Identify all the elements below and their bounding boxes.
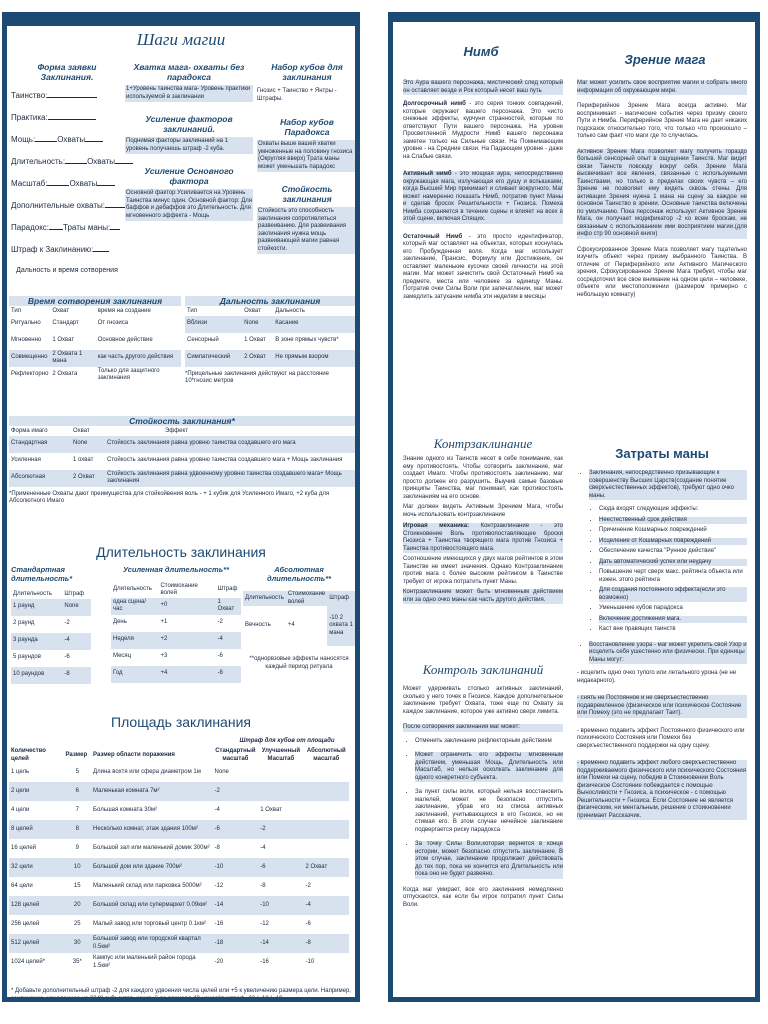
cell: -6 — [64, 654, 70, 661]
nimb-long-text: - это серия тонких совпадений, которые окружают вашего персонажа. Это чисто снежные эффекты, курчуни странностей, которые по ответствуют Пути вашего персонажа. На уровне Просветленной Мудрости Нимб вашего персонажа заметен только на Сильные связи. На Помнимающим уровне - на Средние связи. На Падающем уровне - даже на Слабые связи. — [403, 101, 563, 160]
counter-p5: Контрзаклинание может быть мгновенным действием или за одно очко маны как часть другого действия. — [403, 589, 563, 603]
control-title: Контроль заклинаний — [422, 662, 544, 677]
nimb-active-text: - это мощкая аура, непосредственно окружающая мага, излучающая его душу и вспышками, когда Высший Мир прикимает и сливает вокругного. Маг может намеренно показать Нимб, потратив пункт Маны и сделав бросок Решительности + Гнозиса. Помеха Нимба сохраняется в течение сцены и влияет на всех в этой сцене, включая Спящих. — [403, 171, 563, 222]
cell: -6 — [217, 653, 223, 660]
col-header: Стандартный масштаб — [215, 748, 256, 762]
cell: Ритуально — [11, 320, 41, 327]
cell — [258, 782, 303, 801]
form-field — [11, 179, 123, 189]
counter-p3: Контрзаклинание - это Стоикновение Воль противопоставляющее броски Гнозиса + Таинства творящего мага против Гнозиса + Таинства противостоящего мага. — [403, 523, 563, 552]
cell: 128 целей — [9, 896, 64, 915]
list-item: • Причинение Кошмарных повреждений — [599, 527, 747, 535]
cell: Рефлекторно — [11, 371, 49, 378]
list-item: • Дать автоматический успех или неудачу — [599, 559, 747, 567]
abs-duration-heading: Абсолютная длительность** — [266, 565, 332, 583]
cell: +3 — [160, 653, 168, 660]
nimb-title: Нимб — [463, 44, 499, 59]
pattern-item: - временно подавить эффект Постоянного физического или психического Состояния или Помехи без сверхъестественного поддержки на одну сцену. — [577, 727, 745, 749]
range-heading: Дальность заклинания — [185, 296, 355, 306]
cell: -10 2 охвата 1 мана — [327, 606, 355, 646]
form-blank[interactable] — [48, 119, 96, 120]
cell — [304, 782, 349, 801]
cell: 4 цели — [11, 806, 30, 813]
area-note: * Добавьте дополнительный штраф -2 для каждого удвоения числа целей или +5 к увеличению размера цели. Например, заклинание, нацеленное на 2048 субъектов, каждый до размера 40 нанесёт штраф -22 / -18 / -10. — [11, 988, 351, 1002]
cell: Абсолютная — [9, 470, 71, 487]
counter-game-label: Игровая механика: — [403, 523, 470, 529]
form-heading: Форма заявки Заклинания. — [37, 62, 97, 82]
adv-duration — [111, 566, 241, 683]
cell: -2 — [217, 619, 223, 626]
cell: None — [71, 436, 105, 453]
form-field — [11, 245, 123, 255]
left-page — [2, 12, 360, 1002]
cell: 64 цели — [11, 882, 33, 889]
list-item: • Сюда входят следующие эффекты: — [599, 506, 747, 514]
counter-p1: Знание одного из Таинств несет в себе понимание, как ему противостоять. Чтобы сотворить заклинание, маг создает Имаго. Чтобы противостоять заклинанию, маг просто должен его разрушить. Выучив самые базовые принципы Таинства, маг понимает, как противостоять заклинаниям на его основе. — [403, 456, 563, 500]
cell: Основное действие — [97, 337, 153, 344]
cell: Стандартная — [9, 436, 71, 453]
col-header: Форма имаго — [11, 428, 48, 434]
cell: 35* — [72, 958, 82, 965]
col-header: Охват — [73, 428, 90, 434]
control-p1: Может удерживать столько активных заклинаний, сколько у него точек в Гнозисе. Каждое дополнительное заклинание требует Охвата, тоже еще по Охвату за каждое заклинание, которое уже активно сверх лимита. — [403, 686, 563, 715]
sight-title: Зрение мага — [624, 52, 706, 67]
table-row — [9, 915, 349, 934]
cell: как часть другого действия — [96, 350, 181, 367]
cell: 9 — [75, 844, 79, 851]
cell: Месяц — [113, 653, 132, 660]
form-footer: Дальность и время сотворения — [16, 267, 118, 274]
cell: 2 Охвата — [52, 371, 78, 378]
cell: -18 — [213, 934, 259, 953]
form-field — [11, 201, 123, 211]
cell: -2 — [258, 820, 303, 839]
cell: -4 — [62, 633, 91, 650]
col-header: Количество целей — [11, 748, 46, 762]
area-subheading: Штраф для кубов от площади — [239, 738, 335, 744]
cell: 1 раунд — [11, 599, 62, 616]
dice-text: Гнозис + Таинство + Янтры - Штрафы. — [257, 88, 337, 102]
table-row — [9, 877, 349, 896]
cell: -8 — [216, 666, 241, 683]
abs-duration-note: **однорвзовые эффекты наносятся каждый период ритуала — [249, 656, 349, 670]
cell: Маленький склад или парковка 5000м² — [93, 882, 202, 889]
cell: 2 Охват — [71, 470, 105, 487]
nimb-active-label: Активный нимб — [403, 171, 452, 177]
control-list — [403, 738, 563, 879]
cell: 5 раундов — [13, 654, 41, 661]
cell: Большая комната 30м² — [93, 806, 158, 813]
cell: 1 Охват — [244, 337, 266, 344]
cell: Год — [111, 666, 158, 683]
mana-text — [577, 470, 747, 830]
resist-text: Стойкость это способность заклинания сопротивляться развеиванию. Для развеивания заклинания нужна мощь развеивающей магии равная стойкости. — [257, 207, 357, 254]
cell: Сенсорный — [187, 337, 219, 344]
form-field-label: Дополнительные охваты: — [11, 201, 105, 210]
cell: Симпатический — [185, 350, 242, 367]
pattern-item: - временно подавить эффект любого сверхъестественно поддерживаемого физического или психического Состояния или Помехи на сцену, победив в Стоикновении Воль физическое Состояние побеждается с помощью Выносливости + Гнозиса, а психическое - с помощью Решительности + Гнозиса. Если Состояние не является физическим, ни ментальным, решение о стоикновении принимает Рассказчик. — [577, 760, 746, 819]
cell: Вечность — [245, 622, 271, 629]
cell: 15 — [73, 882, 81, 889]
cell: +1 — [160, 619, 168, 626]
form-field-label: Практика: — [11, 113, 48, 122]
sight-p2: Периферийное Зрение Мага всегда активно. Маг воспринимает - магические события через призму своего Пути и Нимба. Периферийное Зрение Мага не дает никаких подсказок относительно того, что только что произошло – только сам факт что маги где то случилась. — [577, 103, 747, 139]
boost-heading: Усиление факторов заклинаний. — [145, 114, 233, 134]
abs-duration — [243, 566, 355, 671]
area-heading: Площадь заклинания — [111, 714, 251, 730]
counter-text — [403, 456, 563, 604]
col-header: Охват — [52, 308, 70, 314]
cell: 10 раундов — [11, 667, 62, 684]
col-header: Абсолютный масштаб — [306, 748, 346, 762]
cell: Несколько комнат, этаж здания 100м² — [91, 820, 212, 839]
cell: От гнозиса — [97, 320, 129, 327]
cell: None — [214, 768, 229, 775]
col-header: Тип — [187, 308, 198, 314]
cell: -4 — [304, 896, 349, 915]
cell: Длина вохтя или сфера диаметром 1м — [93, 768, 201, 775]
area-table — [9, 748, 349, 972]
table-row — [9, 896, 349, 915]
col-header: Длительность — [113, 586, 152, 593]
cell: -16 — [214, 920, 224, 927]
form-paired-label: Охваты — [57, 135, 86, 144]
form-blank[interactable] — [97, 185, 115, 186]
cell: -8 — [260, 882, 266, 889]
mana-pattern: • Восстановление узора - маг может укрепить свой Узор и исцелить себя ушестенно или физически. При единицы Маны могут: — [589, 642, 747, 665]
cell: 2 раунд — [13, 620, 35, 627]
paradox-text: Охваты выше вашей хватки умноженные на половину гнозиса (Округляя вверх) Трата маны может уменьшать парадокс — [257, 140, 357, 172]
cell: Вблизи — [185, 316, 242, 333]
list-item: • Каст вне правящих таинств — [599, 626, 747, 634]
form-field-label: Мощь: — [11, 135, 36, 144]
cell: +0 — [158, 598, 215, 615]
cell: 3 раунда — [11, 633, 62, 650]
col-header: Штраф — [327, 591, 355, 606]
sight-text — [577, 80, 747, 299]
cell: 1024 целей* — [11, 958, 46, 965]
table-row — [9, 801, 349, 820]
list-item: • За пункт силы воли, который нельзя восстановить малелей, может не безопасно отпустить заклинание, убрав его из списка активных заклинаний, учитывающихся в его Гнозисе, но не стимая его. В этом случае нечейное заклинание подвергается риску парадокса — [415, 789, 563, 834]
page-title: Шаги магии — [136, 30, 226, 49]
sight-p1: Маг может усилить свое восприятие магии и собрать много информации об окружающем мире. — [577, 80, 747, 94]
cell — [258, 763, 303, 782]
sight-p3: Активное Зрение Мага позволяет магу получить гораздо большей сенсорный опыт в ощущении Таинств. Маг видит связи Таинств повсюду вокруг себя. Зрение Мага высвечивает все явления, связанные с используемыми Таинствами, но только в пределах своих чувств – его Зрение не позволяет ему видеть сквозь стены. Для активации Зрения нужна 1 мана на сцену за каждое не основное Таинство в зрении. Основные таинства включены по умолчанию. Пока персонаж использует Активное Зрение Мага, он получает модификатор -2 ко всем броскам, не связанным с использованием ими восприятием магии.(для инфо стр 90 основной книги) — [577, 148, 747, 237]
form-blank[interactable] — [93, 251, 109, 252]
form-paradox-extra: Траты маны: — [63, 223, 111, 232]
col-header: Длительность — [13, 591, 52, 597]
form-blank[interactable] — [110, 229, 120, 230]
cell: Не прямым взором — [273, 350, 355, 367]
nimb-long-label: Долгосрочный нимб — [403, 101, 466, 107]
range-block — [185, 296, 355, 386]
cell: 1 Охват — [216, 598, 241, 615]
col-header: Размер — [65, 751, 88, 758]
form-field — [11, 113, 123, 123]
range-table — [185, 308, 355, 367]
form-blank[interactable] — [105, 207, 125, 208]
abs-duration-table — [243, 591, 355, 646]
list-item: • Исцеление от Кошмарных повреждений — [599, 538, 747, 546]
cell: -14 — [213, 896, 259, 915]
cell: 5 — [75, 768, 79, 775]
cell: 1 охват — [73, 457, 94, 464]
list-item: • Включение достижения мага. — [599, 616, 747, 624]
form-blank[interactable] — [85, 141, 103, 142]
paradox-heading: Набор кубов Парадокса — [280, 117, 334, 137]
counter-p2: Маг должен видеть Активным Зрением Мага, чтобы мочь использовать контрзаклинание — [403, 504, 563, 518]
resist-table — [9, 428, 355, 487]
col-header: Охват — [244, 308, 261, 314]
cell: 1 Охват — [52, 337, 75, 344]
col-header: Длительность — [243, 591, 286, 606]
mana-intro: • Заклинания, непосредственно призывающие к совершенству Высших Царств(создание понятие сверхъестественных эффектов), требуют одно очко маны. — [589, 470, 747, 500]
col-header: Штраф — [217, 586, 238, 593]
control-p2: Когда маг умирает, все его заклинания немедленно отпускаются, как если бы игрок потратил пункт Силы Воли. — [403, 886, 563, 908]
col-header: время на создание — [97, 308, 151, 314]
cell: -2 — [305, 882, 311, 889]
dice-heading: Набор кубов для заклинания — [271, 62, 343, 82]
adv-duration-table — [111, 583, 241, 683]
cell: -8 — [62, 667, 91, 684]
dice-block — [257, 62, 357, 254]
cell: 2 Охват — [304, 858, 349, 877]
table-row — [9, 782, 349, 801]
cell: +4 — [287, 622, 295, 629]
cell: 6 — [64, 782, 92, 801]
cell: -12 — [260, 920, 269, 927]
cell: 10 — [64, 858, 92, 877]
table-row — [9, 953, 349, 972]
list-item: • Повышение черт сверх макс. рейтинга объекта или изжен. этого рейтинга — [599, 569, 747, 584]
cell: 8 целей — [9, 820, 64, 839]
cell: Мгновенно — [11, 337, 42, 344]
cell: 2 цели — [9, 782, 64, 801]
col-header: Тип — [11, 308, 22, 314]
list-item: • Обеспечение качества "Рунное действие" — [599, 548, 747, 556]
col-header: Штраф — [64, 591, 85, 597]
form-field — [11, 135, 123, 145]
cell: None — [62, 599, 91, 616]
col-header: Размер области поражения — [93, 751, 175, 758]
cell: 25 — [73, 920, 81, 927]
cell: Усиленная — [11, 457, 41, 464]
nimb-text — [403, 80, 563, 301]
resist-heading: Стойкость заклинания — [281, 184, 333, 204]
std-duration — [11, 566, 111, 684]
cell: Стойкость заклинания равна уровню таинства создавшего его мага — [105, 436, 355, 453]
cell: Стойкость заклинания равна удвоенному уровню таинства создавшего мага+ Мощь заклинания — [105, 470, 355, 487]
counter-p4: Соотношение имеющихся у двух магов рейтингов в этом Таинстве не имеет значения. Однако Контрзаклинание против мага с более высоким рейтингом в Таинстве требует от игрока потратить пункт Маны. — [403, 556, 563, 585]
list-item: • Уменьшение кубов парадокса — [599, 605, 747, 613]
nimb-residual-label: Остаточный Нимб — [403, 233, 463, 240]
list-item: • За точку Силы Воли,которая вернется в конце истории, может безопасно отпустить заклинание. В этом случае, заклинание продолжает действовать до тех пор, пока не кончится его Длительность или пока оно не будет развеяно. — [415, 841, 563, 879]
col-header: Дальность — [275, 308, 305, 314]
cell: 256 целей — [11, 920, 40, 927]
cell: Большой склад или супермаркет 0.09км² — [91, 896, 212, 915]
form-field-label: Длительность: — [11, 157, 66, 166]
cell: -4 — [214, 806, 220, 813]
cell: Малый завод или торговый центр 0.1км² — [93, 920, 206, 927]
table-row — [9, 858, 349, 877]
form-blank[interactable] — [65, 163, 87, 164]
cell: 16 целей — [11, 844, 37, 851]
cell: Только для защитного заклинания — [97, 367, 160, 381]
cell: -10 — [258, 896, 303, 915]
table-header-row — [9, 748, 349, 763]
cell — [304, 763, 349, 782]
resist-table-block — [9, 416, 355, 506]
cell: 7 — [75, 806, 79, 813]
cell: -8 — [304, 934, 349, 953]
primary-heading: Усиление Основного фактора — [144, 166, 234, 186]
cell: 20 — [64, 896, 92, 915]
cell: Неделя — [111, 632, 158, 649]
col-header: Стоимохание волей — [287, 591, 326, 605]
col-header: Стоимохание волей — [160, 582, 198, 596]
cell: -4 — [216, 632, 241, 649]
cell: 32 цели — [9, 858, 64, 877]
boost-text: Поднимая факторы заклинаний на 1 уровень получаешь штраф -2 куба. — [125, 137, 253, 154]
std-duration-table — [11, 591, 91, 684]
cell: Касание — [273, 316, 355, 333]
pattern-list — [577, 670, 747, 820]
cast-time-block — [9, 296, 181, 384]
cell: +4 — [158, 666, 215, 683]
control-text — [403, 686, 563, 909]
form-field — [11, 223, 123, 233]
cell: Большой дом или здание 700м² — [91, 858, 212, 877]
grip-block — [125, 62, 253, 221]
col-header: Улучшенный Масштаб — [261, 748, 301, 762]
form-field-label: Штраф к Заклинанию: — [11, 245, 94, 254]
form-blank[interactable] — [35, 141, 57, 142]
cell: 1 цель — [11, 768, 30, 775]
col-header: Эффект — [165, 428, 188, 434]
cell: -6 — [213, 820, 259, 839]
form-field-label: Парадокс: — [11, 223, 50, 232]
counter-title: Контрзаклинание — [433, 436, 533, 451]
cell: -10 — [213, 858, 259, 877]
form-paired-label: Охваты — [87, 157, 116, 166]
table-row — [9, 820, 349, 839]
cell: В зоне прямых чувств* — [275, 337, 339, 344]
cell: -20 — [214, 958, 224, 965]
cell: Совмещенно — [9, 350, 50, 367]
form-blank[interactable] — [47, 185, 69, 186]
cell: -2 — [213, 782, 259, 801]
resist-table-heading: Стойкость заклинания* — [9, 416, 355, 426]
grip-heading: Хватка мага- охваты без парадокса — [133, 62, 245, 82]
cell: Стандарт — [52, 320, 79, 327]
cast-time-heading: Время сотворения заклинания — [9, 296, 181, 306]
cell: -16 — [260, 958, 269, 965]
form-field — [11, 157, 123, 167]
cell: 1 Охват — [260, 806, 282, 813]
cell: -12 — [214, 882, 224, 889]
pattern-item: - снять не Постоянное и не сверхъестественно подавремленное (физическое или психическое Состояние или Помеху (это не предлагает Таит). — [577, 695, 747, 718]
cell — [304, 801, 349, 820]
form-fields — [11, 91, 123, 255]
table-row — [9, 763, 349, 782]
cell: 512 целей — [9, 934, 64, 953]
form-field — [11, 91, 123, 101]
table-row — [9, 839, 349, 858]
cell: Стойкость заклинания равна уровню таинства создавшего мага + Мощь заклинания — [107, 457, 343, 464]
spell-form — [11, 62, 123, 276]
list-item: • Для создания постоянного эффекта(если это возможно) — [599, 587, 747, 602]
cell: Большой завод или городской квартал 0.5км² — [91, 934, 212, 953]
cell: -2 — [64, 620, 70, 627]
cell: 2 Охвата 1 мана — [50, 350, 95, 367]
cell: -8 — [214, 844, 220, 851]
mana-title: Затраты маны — [615, 446, 709, 461]
list-item: • Может ограничить его эффекты мгновенным действием, уменьшая Мощь, Длительность или Масштаб, но нельзя осколкать заклинание для одного конкретного субъекта. — [415, 752, 563, 782]
resist-table-note: *Примененные Охваты дают преимущества для стойкойвения воль - + 1 кубик для Усиленного Имаго, +2 куба для Абсолютного Имаго — [9, 490, 330, 504]
cell: -4 — [260, 844, 266, 851]
form-blank[interactable] — [47, 97, 97, 98]
mana-list — [577, 506, 747, 634]
cell: 8 — [64, 820, 92, 839]
nimb-residual-text: - это просто идентификатор, который маг оставляет на объектах, которых коснулась его Пробужденная воля. Когда маг использует заклинание, Прансис, Формулу или Достижение, он оставляет маленькие кусочки своей личности на этой магии. Маг может зачистить свой Остаточный Нимб на предмете, места или человеке за единицу Маны. Потратив очки Силы Воли при запечатлении, маг может замедлить затухание нимба эти неделям в месяцы — [403, 233, 564, 300]
sight-p4: Сфокусированное Зрение Мага позволяет магу тщательно изучить объект через призму выбранного Таинства. В отличие от Периферийного или Активного Магического зрения, Сфокусированное Зрение Мага требует, чтобы маг сосредоточил все свое внимание на одном цели – человеке, объекте или местоположении (размером примерно с небольшую комнату) — [577, 246, 747, 298]
primary-text: Основной фактор Усиливается на Уровень Таинства минус один. Основной фактор: Для баффов и дебаффов это Длительность. Для мгновенного эффекта - Мощь — [125, 189, 253, 221]
cell: одна сцена/ час — [111, 598, 158, 615]
std-duration-heading: Стандартная длительность* — [11, 565, 73, 583]
cell — [304, 820, 349, 839]
grip-text: 1+Уровень таинства мага- Уровень практики используемой в заклинании — [125, 85, 253, 102]
cell: -14 — [258, 934, 303, 953]
cell: -6 — [305, 920, 311, 927]
cell: -6 — [258, 858, 303, 877]
list-item: • Отменить заклинание рефлекторным действием — [415, 738, 563, 746]
cast-time-table — [9, 308, 181, 384]
cell — [304, 839, 349, 858]
cell: День — [113, 619, 127, 626]
adv-duration-heading: Усиленная длительность** — [122, 565, 229, 574]
form-blank[interactable] — [49, 229, 63, 230]
right-page — [388, 12, 760, 1002]
list-item: • Неестественный срок действия — [599, 517, 747, 525]
table-row — [9, 934, 349, 953]
cell: Большой зал или маленький домик 300м² — [93, 844, 210, 851]
form-field-label: Масштаб: — [11, 179, 48, 188]
cell: Маленькая комната 7м² — [91, 782, 212, 801]
pattern-item: - исцелить одно очко тупого или летального урона (не не нидакарного). — [577, 670, 737, 684]
cell: Кампус или маленький район города 1.5км² — [93, 955, 196, 969]
cell: -10 — [305, 958, 315, 965]
form-field-label: Таинство: — [11, 91, 48, 100]
duration-heading: Длительность заклинания — [96, 544, 266, 560]
cell: 2 Охват — [242, 350, 273, 367]
nimb-intro: Это Аура вашего персонажа, мистический след который он оставляет везде и Рок который несет ваш путь — [403, 80, 563, 94]
range-note: *Прицельные заклинания действуют на расстояние 10*гнозис метров — [185, 370, 329, 384]
cell: None — [242, 316, 273, 333]
control-after: После сотворения заклинания маг может: — [403, 724, 563, 732]
cell: +2 — [158, 632, 215, 649]
cell: 30 — [64, 934, 92, 953]
form-paired-label: Охваты — [69, 179, 98, 188]
